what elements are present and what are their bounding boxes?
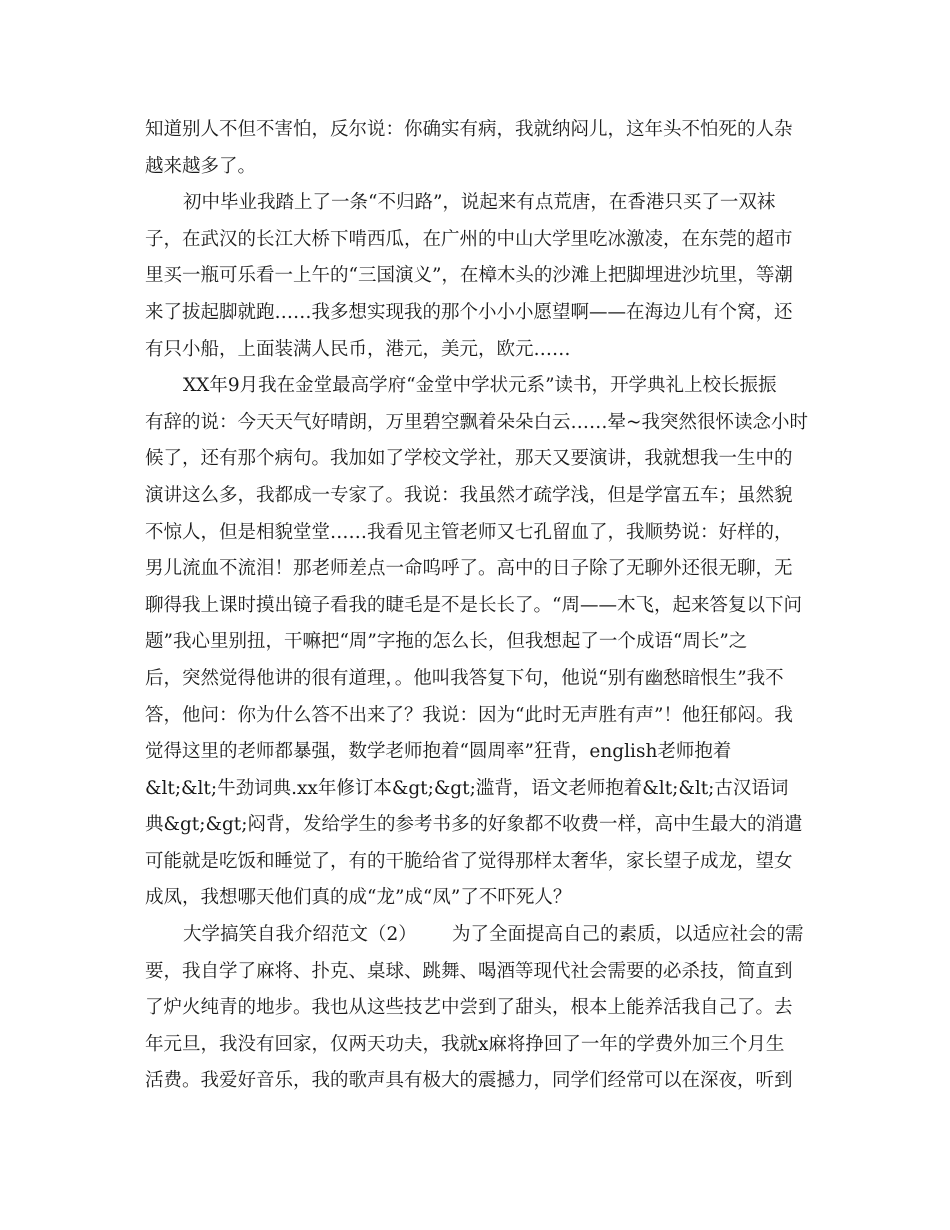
- text-line: 知道别人不但不害怕，反尔说：你确实有病，我就纳闷儿，这年头不怕死的人杂: [145, 119, 793, 140]
- text-line: 候了，还有那个病句。我加如了学校文学社，那天又要演讲，我就想我一生中的: [145, 448, 793, 470]
- text-line: 大学搞笑自我介绍范文（2） 为了全面提高自己的素质，以适应社会的需: [183, 924, 804, 946]
- text-line: 成凤，我想哪天他们真的成“龙”成“凤”了不吓死人？: [145, 887, 572, 909]
- text-line: 有辞的说：今天天气好晴朗，万里碧空飘着朵朵白云……晕~我突然很怀读念小时: [145, 411, 809, 433]
- text-line: XX年9月我在金堂最高学府“金堂中学状元系”读书，开学典礼上校长振振: [183, 375, 777, 397]
- text-line: 有只小船，上面装满人民币，港元，美元，欧元……: [145, 338, 571, 360]
- text-line: 里买一瓶可乐看一上午的“三国演义”，在樟木头的沙滩上把脚埋进沙坑里，等潮: [145, 265, 793, 287]
- text-line: 题”我心里别扭，干嘛把“周”字拖的怎么长，但我想起了一个成语“周长”之: [145, 631, 748, 653]
- text-line: 典&gt;&gt;闷背，发给学生的参考书多的好象都不收费一样，高中生最大的消遣: [145, 814, 803, 836]
- text-line: 男儿流血不流泪！那老师差点一命呜呼了。高中的日子除了无聊外还很无聊，无: [145, 558, 793, 580]
- text-line: 要，我自学了麻将、扑克、桌球、跳舞、喝酒等现代社会需要的必杀技，简直到: [145, 960, 793, 982]
- text-line: 可能就是吃饭和睡觉了，有的干脆给省了觉得那样太奢华，家长望子成龙，望女: [145, 850, 793, 872]
- text-line: 演讲这么多，我都成一专家了。我说：我虽然才疏学浅，但是学富五车；虽然貌: [145, 484, 793, 506]
- text-line: 不惊人，但是相貌堂堂……我看见主管老师又七孔留血了，我顺势说：好样的，: [145, 521, 793, 543]
- text-line: 后，突然觉得他讲的很有道理，。他叫我答复下句，他说“别有幽愁暗恨生”我不: [145, 667, 784, 689]
- text-line: 活费。我爱好音乐，我的歌声具有极大的震撼力，同学们经常可以在深夜，听到: [145, 1070, 793, 1092]
- text-line: 年元旦，我没有回家，仅两天功夫，我就x麻将挣回了一年的学费外加三个月生: [145, 1033, 785, 1055]
- text-line: 初中毕业我踏上了一条“不归路”，说起来有点荒唐，在香港只买了一双袜: [183, 192, 776, 214]
- text-line: &lt;&lt;牛劲词典.xx年修订本&gt;&gt;滥背，语文老师抱着&lt;&lt;古汉语词: [145, 777, 789, 799]
- text-line: 答，他问：你为什么答不出来了？我说：因为“此时无声胜有声”！他狂郁闷。我: [145, 704, 793, 726]
- document-body: [145, 112, 815, 1100]
- text-line: 了炉火纯青的地步。我也从这些技艺中尝到了甜头，根本上能养活我自己了。去: [145, 997, 793, 1019]
- text-line: 越来越多了。: [145, 155, 257, 177]
- text-line: 子，在武汉的长江大桥下啃西瓜，在广州的中山大学里吃冰激凌，在东莞的超市: [145, 228, 793, 250]
- text-line: 聊得我上课时摸出镜子看我的睫毛是不是长长了。“周——木飞，起来答复以下问: [145, 594, 802, 616]
- text-line: 觉得这里的老师都暴强，数学老师抱着“圆周率”狂背，english老师抱着: [145, 741, 732, 763]
- text-line: 来了拔起脚就跑……我多想实现我的那个小小小愿望啊——在海边儿有个窝，还: [145, 301, 793, 323]
